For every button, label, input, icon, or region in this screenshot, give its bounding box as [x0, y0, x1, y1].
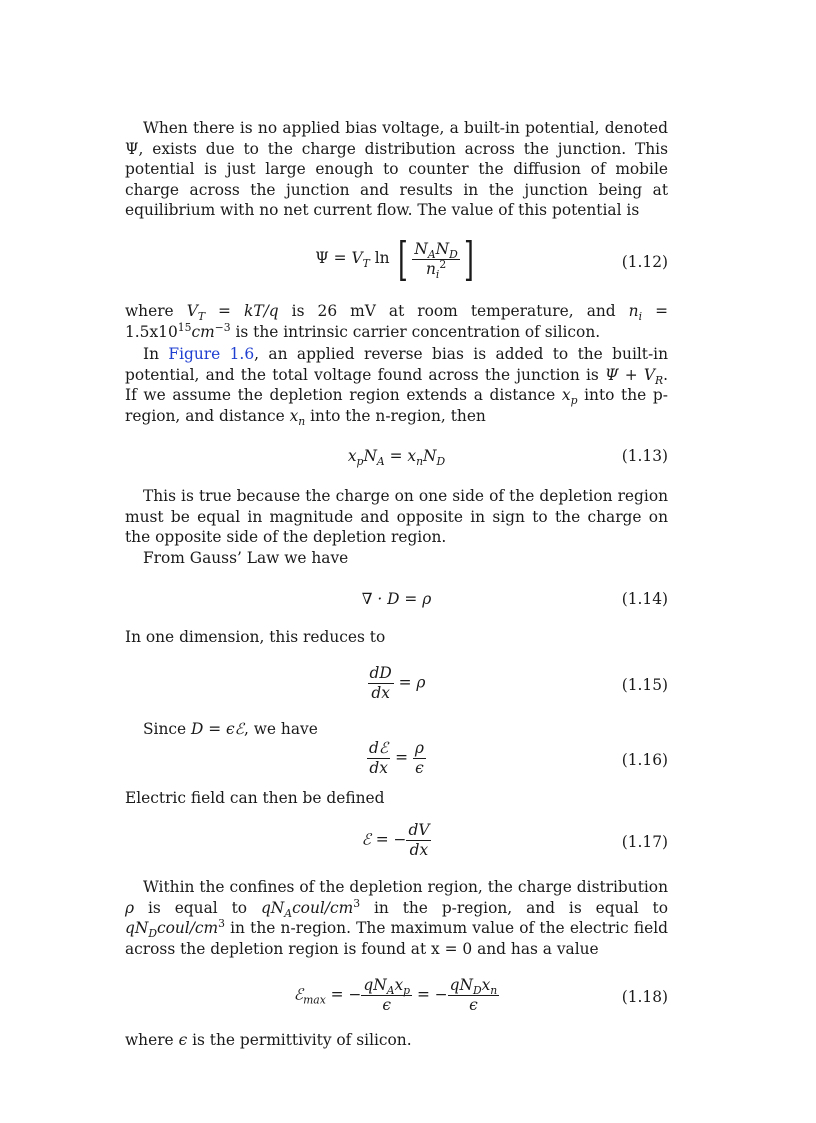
equation-1-12: $\Psi = V_T$ ln [ $\frac{N_AN_D}{n_i^2}$ ] (1.12) — [315, 232, 668, 286]
equation-1-13: $x_pN_A = x_nN_D$ (1.13) — [347, 447, 668, 469]
fraction: $\frac{\rho}{\epsilon}$ — [414, 739, 424, 777]
fraction: $\frac{\text{dℰ}}{dx}$ — [369, 739, 389, 777]
left-bracket: [ — [398, 232, 409, 286]
paragraph-electric-field: Electric field can then be defined — [125, 789, 385, 807]
paragraph-gauss: From Gauss’ Law we have — [143, 549, 349, 567]
paragraph-charge-balance: This is true because the charge on one side of the depletion region must be equal in magnitude and opposite in sign to the charge on the opposite side of the depletion region. — [125, 487, 668, 547]
fraction: $\frac{qN_Dx_n}{\epsilon}$ — [449, 976, 498, 1014]
equation-number: (1.18) — [621, 988, 668, 1006]
paragraph-thermal-voltage: where $V_T = kT/q$ is 26 mV at room temperature, and $n_i = 1.5x10^{15}cm^{-3}$ is the intrinsic carrier concentration of silicon. — [125, 302, 668, 341]
equation-1-14: ∇ · D = ρ (1.14) — [361, 590, 668, 608]
equation-1-15: $\frac{dD}{dx}$ = ρ (1.15) — [369, 664, 668, 702]
fraction: $\frac{dV}{dx}$ — [408, 821, 430, 859]
equation-1-16: $\frac{\text{dℰ}}{dx}$ = $\frac{\rho}{\epsilon}$ (1.16) — [369, 739, 668, 777]
equation-number: (1.13) — [621, 447, 668, 465]
equation-number: (1.14) — [621, 590, 668, 608]
fraction: $\frac{N_AN_D}{n_i^2}$ — [414, 239, 458, 281]
paragraph-permittivity: where ϵ is the permittivity of silicon. — [125, 1031, 412, 1049]
paragraph-depletion-charge: Within the confines of the depletion region, the charge distribution ρ is equal to $qN_Acoul/cm^3$ in the p-region, and is equal to $qN_Dcoul/cm^3$ in the n-region. The maximum value of the electric field across the depletion region is found at x = 0 and has a value — [125, 878, 668, 958]
right-bracket: ] — [463, 232, 474, 286]
fraction: $\frac{qN_Ax_p}{\epsilon}$ — [363, 976, 411, 1014]
equation-number: (1.16) — [621, 751, 668, 769]
equation-number: (1.12) — [621, 253, 668, 271]
equation-number: (1.15) — [621, 676, 668, 694]
paragraph-reverse-bias: In Figure 1.6, an applied reverse bias is added to the built-in potential, and the total voltage found across the junction is $\Psi + V_R$. If we assume the depletion region extends a distance $x_p$ into the p-region, and distance $x_n$ into the n-region, then — [125, 345, 669, 428]
paragraph-since-d: Since D = ϵℰ, we have — [143, 720, 318, 738]
equation-1-17: ℰ = − $\frac{dV}{dx}$ (1.17) — [361, 821, 668, 859]
figure-1-6-link[interactable]: Figure 1.6 — [168, 345, 255, 363]
fraction: $\frac{dD}{dx}$ — [369, 664, 392, 702]
equation-number: (1.17) — [621, 833, 668, 851]
paragraph-built-in-potential: When there is no applied bias voltage, a built-in potential, denoted Ψ, exists due to the charge distribution across the junction. This potential is just large enough to counter the diffusion of mobile charge across the junction and results in the junction being at equilibrium with no net current flow. The value of this potential is — [125, 119, 668, 220]
paragraph-one-dimension: In one dimension, this reduces to — [125, 628, 386, 646]
equation-1-18: ℰ$_{max}$ = − $\frac{qN_Ax_p}{\epsilon}$ = − $\frac{qN_Dx_n}{\epsilon}$ (1.18) — [293, 976, 668, 1014]
